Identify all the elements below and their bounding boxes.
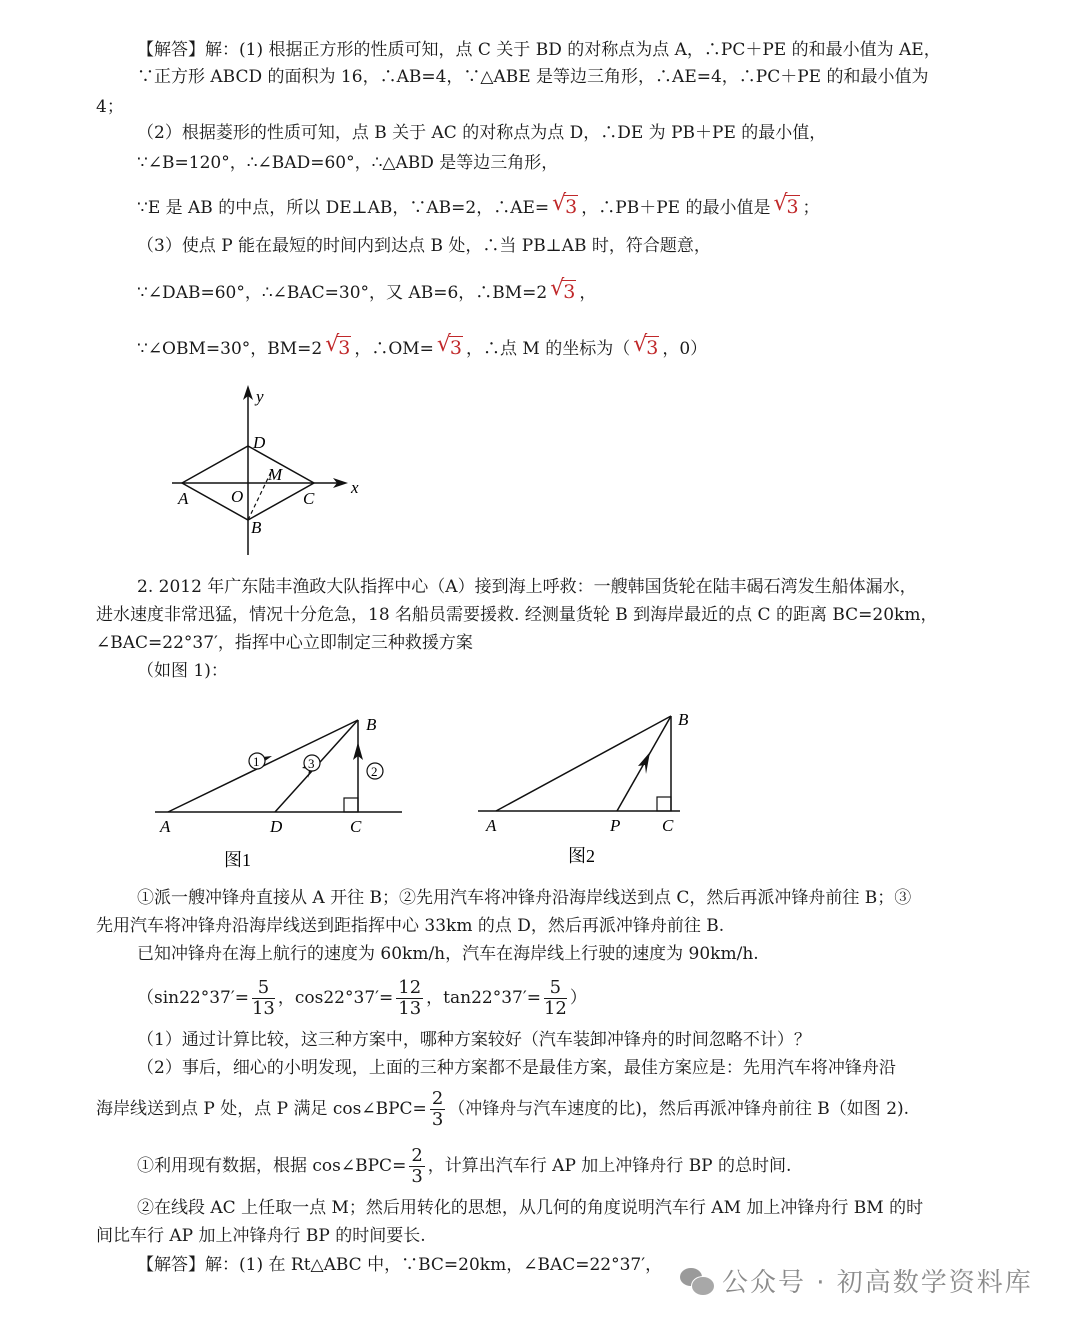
trig-values: （sin22°37′= $\frac{5}{13}$ ，cos22°37′= $\frac{12}{13}$ ，tan22°37′= $\frac{5}{12}$ ） (137, 977, 587, 1019)
solution1-part1-line2: ∵正方形 ABCD 的面积为 16，∴AB=4，∵△ABE 是等边三角形，∴AE=4，∴PC＋PE 的和最小值为 (137, 67, 929, 87)
sqrt-expression: √ 3 (552, 191, 578, 218)
solution-label: 【解答】 (137, 40, 205, 60)
figure1-rescue-plans (150, 700, 410, 880)
svg-text:y: y (256, 387, 264, 406)
svg-text:3: 3 (308, 756, 315, 771)
svg-text:B: B (366, 715, 377, 734)
fraction: $\frac{12}{13}$ (398, 977, 422, 1019)
svg-text:x: x (351, 478, 359, 497)
fraction: $\frac{5}{13}$ (251, 977, 275, 1019)
question1: （1）通过计算比较，这三种方案中，哪种方案较好（汽车装卸冲锋舟的时间忽略不计）？ (137, 1030, 811, 1050)
problem2-line4: （如图 1)： (137, 661, 228, 681)
solution2-line1: 【解答】解：(1) 在 Rt△ABC 中，∵BC=20km，∠BAC=22°37′， (137, 1255, 663, 1275)
svg-text:O: O (231, 487, 244, 506)
svg-text:B: B (251, 518, 262, 537)
solution1-part1-line1: 【解答】解：(1) 根据正方形的性质可知，点 C 关于 BD 的对称点为点 A，∴PC＋PE 的和最小值为 AE， (137, 40, 941, 60)
svg-text:A: A (160, 817, 171, 836)
plans-line1: ①派一艘冲锋舟直接从 A 开往 B；②先用汽车将冲锋舟沿海岸线送到点 C，然后再派冲锋舟前往 B；③ (137, 888, 912, 908)
wechat-icon (680, 1266, 714, 1296)
solution1-part2-line1: （2）根据菱形的性质可知，点 B 关于 AC 的对称点为点 D，∴DE 为 PB＋PE 的最小值， (137, 123, 827, 143)
fraction: $\frac{2}{3}$ (411, 1145, 423, 1187)
solution1-part2-line2: ∵∠B=120°，∴∠BAD=60°，∴△ABD 是等边三角形， (137, 153, 559, 173)
question2-sub2-line1: ②在线段 AC 上任取一点 M；然后用转化的思想，从几何的角度说明汽车行 AM 加上冲锋舟行 BM 的时 (137, 1198, 924, 1218)
question2-sub1: ①利用现有数据，根据 cos∠BPC= $\frac{2}{3}$ ，计算出汽车行 AP 加上冲锋舟行 BP 的总时间. (137, 1145, 792, 1187)
sqrt-expression: √ 3 (436, 332, 463, 359)
figure2-caption: 图2 (568, 846, 595, 866)
solution1-part1-line3: 4； (96, 97, 124, 117)
rhombus-coordinate-figure (160, 380, 380, 560)
svg-text:C: C (350, 817, 362, 836)
svg-text:A: A (178, 489, 189, 508)
question2-line1: （2）事后，细心的小明发现，上面的三种方案都不是最佳方案，最佳方案应是：先用汽车将冲锋舟沿 (137, 1058, 896, 1078)
plans-line3: 已知冲锋舟在海上航行的速度为 60km/h，汽车在海岸线上行驶的速度为 90km/h. (137, 944, 759, 964)
figure2-optimal-plan (470, 700, 710, 880)
svg-text:2: 2 (371, 764, 378, 779)
question2-line2: 海岸线送到点 P 处，点 P 满足 cos∠BPC= $\frac{2}{3}$ （冲锋舟与汽车速度的比)，然后再派冲锋舟前往 B（如图 2). (96, 1088, 910, 1130)
problem2-line2: 进水速度非常迅猛，情况十分危急，18 名船员需要援救. 经测量货轮 B 到海岸最近的点 C 的距离 BC=20km， (96, 605, 938, 625)
solution1-part3-line3: ∵∠OBM=30°，BM=2 √ 3 ，∴OM= √ 3 ，∴点 M 的坐标为（ √ 3 ，0） (137, 332, 708, 359)
svg-text:P: P (610, 816, 621, 835)
svg-text:M: M (268, 465, 283, 484)
problem2-line3: ∠BAC=22°37′，指挥中心立即制定三种救援方案 (96, 633, 473, 653)
watermark-text: 公众号 · 初高数学资料库 (722, 1268, 1033, 1298)
svg-text:C: C (303, 489, 315, 508)
svg-text:A: A (486, 816, 497, 835)
solution1-part3-line2: ∵∠DAB=60°，∴∠BAC=30°，又 AB=6，∴BM=2 √ 3 ， (137, 276, 597, 303)
svg-text:1: 1 (253, 754, 260, 769)
sqrt-expression: √ 3 (633, 332, 659, 359)
solution1-part3-line1: （3）使点 P 能在最短的时间内到达点 B 处，∴当 PB⊥AB 时，符合题意， (137, 236, 711, 256)
solution1-part2-line3: ∵E 是 AB 的中点，所以 DE⊥AB，∵AB=2，∴AE= √ 3 ，∴PB＋PE 的最小值是 √ 3 ； (137, 191, 820, 218)
question2-sub2-line2: 间比车行 AP 加上冲锋舟行 BP 的时间要长. (96, 1226, 426, 1246)
sqrt-expression: √ 3 (325, 332, 351, 359)
sqrt-expression: √ 3 (550, 276, 576, 303)
fraction: $\frac{5}{12}$ (543, 977, 567, 1019)
svg-text:B: B (678, 710, 689, 729)
sqrt-expression: √ 3 (773, 191, 799, 218)
problem2-line1: 2. 2012 年广东陆丰渔政大队指挥中心（A）接到海上呼救：一艘韩国货轮在陆丰碣石湾发生船体漏水， (137, 577, 917, 597)
watermark (680, 1262, 1033, 1299)
svg-text:D: D (270, 817, 283, 836)
svg-text:C: C (662, 816, 674, 835)
fraction: $\frac{2}{3}$ (431, 1088, 444, 1130)
svg-text:D: D (253, 433, 266, 452)
figure1-caption: 图1 (224, 850, 251, 870)
plans-line2: 先用汽车将冲锋舟沿海岸线送到距指挥中心 33km 的点 D，然后再派冲锋舟前往 B. (96, 916, 725, 936)
